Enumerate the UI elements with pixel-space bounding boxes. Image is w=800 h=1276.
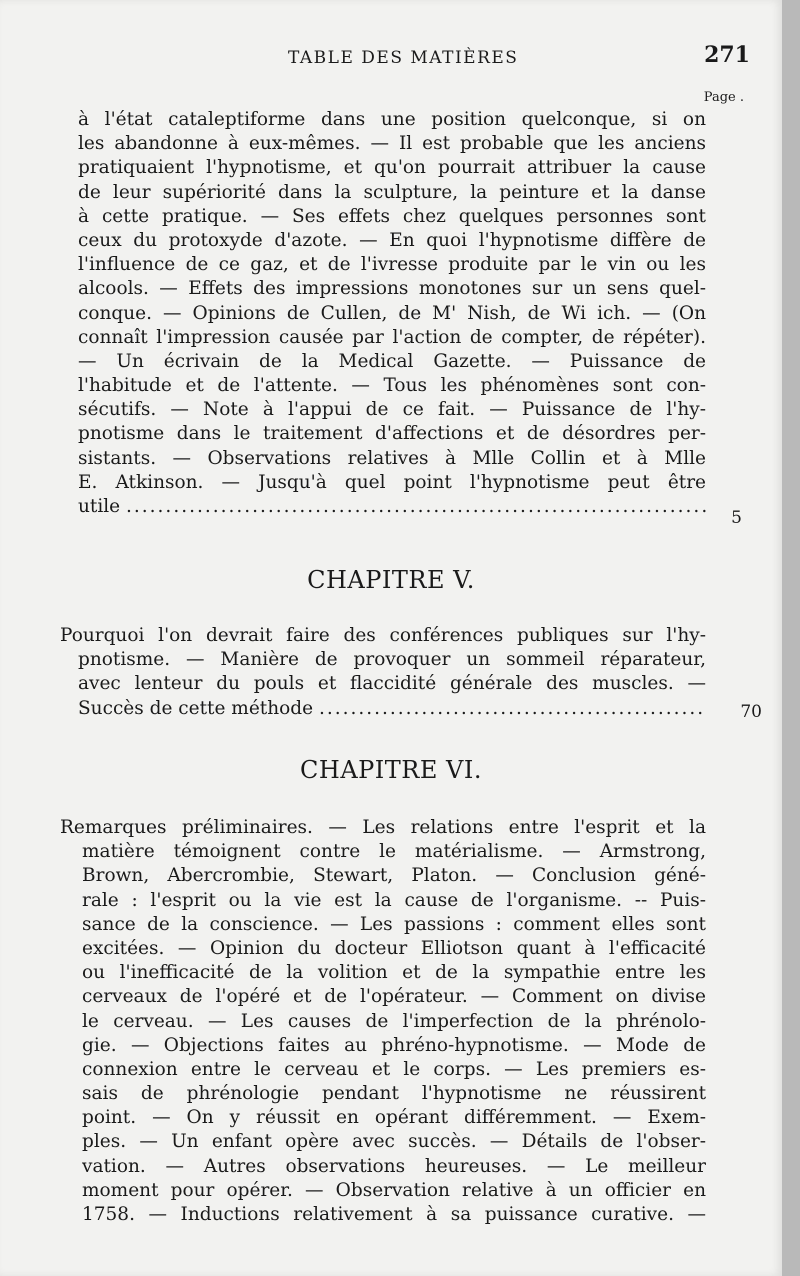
entry-line: pnotisme dans le traitement d'affections et de désordres per- [78,423,706,445]
entry-line: de leur supériorité dans la sculpture, la peinture et la danse [78,181,706,203]
entry-line: connexion entre le cerveau et le corps. — Les premiers es- [82,1058,706,1080]
entry-leader-line [78,495,706,519]
entry-line: point. — On y réussit en opérant différemment. — Exem- [82,1107,706,1129]
running-header-title: TABLE DES MATIÈRES [288,48,519,68]
chapter6-entry [60,816,706,1227]
page-column-label: Page . [703,90,744,105]
entry-leader-line [78,697,706,721]
entry-line: pnotisme. — Manière de provoquer un sommeil réparateur, [78,649,706,671]
entry-line: moment pour opérer. — Observation relative à un officier en [82,1179,706,1201]
chapter-heading: CHAPITRE V. [307,566,475,594]
entry-line: gie. — Objections faites au phréno-hypnotisme. — Mode de [82,1034,706,1056]
entry-line: sance de la conscience. — Les passions : comment elles sont [82,913,706,935]
entry-line: à l'état cataleptiforme dans une position quelconque, si on [78,109,706,130]
entry-line: cerveaux de l'opéré et de l'opérateur. — Comment on divise [82,986,706,1008]
entry-line: le cerveau. — Les causes de l'imperfection de la phrénolo- [82,1010,706,1032]
chapter-heading: CHAPITRE VI. [300,756,482,784]
page-number: 271 [704,42,750,68]
entry-page-ref: 5 [731,508,742,528]
entry-line: rale : l'esprit ou la vie est la cause de l'organisme. -- Puis- [82,889,706,911]
entry-line: sais de phrénologie pendant l'hypnotisme ne réussirent [82,1083,706,1105]
entry-line: avec lenteur du pouls et flaccidité générale des muscles. — [78,673,706,695]
entry-line: ou l'inefficacité de la volition et de la sympathie entre les [82,962,706,984]
entry-line: à cette pratique. — Ses effets chez quelques personnes sont [78,205,706,227]
entry-line: ceux du protoxyde d'azote. — En quoi l'hypnotisme diffère de [78,229,706,251]
entry-line: connaît l'impression causée par l'action de compter, de répéter). [78,326,706,348]
entry-line: E. Atkinson. — Jusqu'à quel point l'hypnotisme peut être [78,471,706,493]
entry-line: Remarques préliminaires. — Les relations entre l'esprit et la [60,817,706,838]
entry-line: pratiquaient l'hypnotisme, et qu'on pourrait attribuer la cause [78,157,706,179]
entry-line: matière témoignent contre le matérialisme. — Armstrong, [82,841,706,863]
leader-text: utile [78,496,121,517]
entry-line: alcools. — Effets des impressions monotones sur un sens quel- [78,278,706,300]
entry-line: vation. — Autres observations heureuses. — Le meilleur [82,1155,706,1177]
dot-leader [126,496,706,517]
entry-line: conque. — Opinions de Cullen, de M' Nish, de Wi ich. — (On [78,302,706,324]
entry-line: l'habitude et de l'attente. — Tous les phénomènes sont con- [78,375,706,397]
entry-line: sécutifs. — Note à l'appui de ce fait. — Puissance de l'hy- [78,399,706,421]
entry-line: excitées. — Opinion du docteur Elliotson quant à l'efficacité [82,937,706,959]
entry-line: Pourquoi l'on devrait faire des conférences publiques sur l'hy- [60,625,706,646]
entry-page-ref: 70 [740,702,762,722]
dot-leader [319,698,706,719]
entry-line: les abandonne à eux-mêmes. — Il est probable que les anciens [78,133,706,155]
chapter4-entry [78,108,706,519]
entry-line: — Un écrivain de la Medical Gazette. — Puissance de [78,350,706,372]
chapter5-entry [60,624,706,721]
entry-line: sistants. — Observations relatives à Mlle Collin et à Mlle [78,447,706,469]
entry-line: l'influence de ce gaz, et de l'ivresse produite par le vin ou les [78,254,706,276]
entry-line: 1758. — Inductions relativement à sa puissance curative. — [82,1204,706,1225]
leader-text: Succès de cette méthode [78,697,314,719]
entry-line: Brown, Abercrombie, Stewart, Platon. — Conclusion géné- [82,865,706,887]
entry-line: ples. — Un enfant opère avec succès. — Détails de l'obser- [82,1131,706,1153]
